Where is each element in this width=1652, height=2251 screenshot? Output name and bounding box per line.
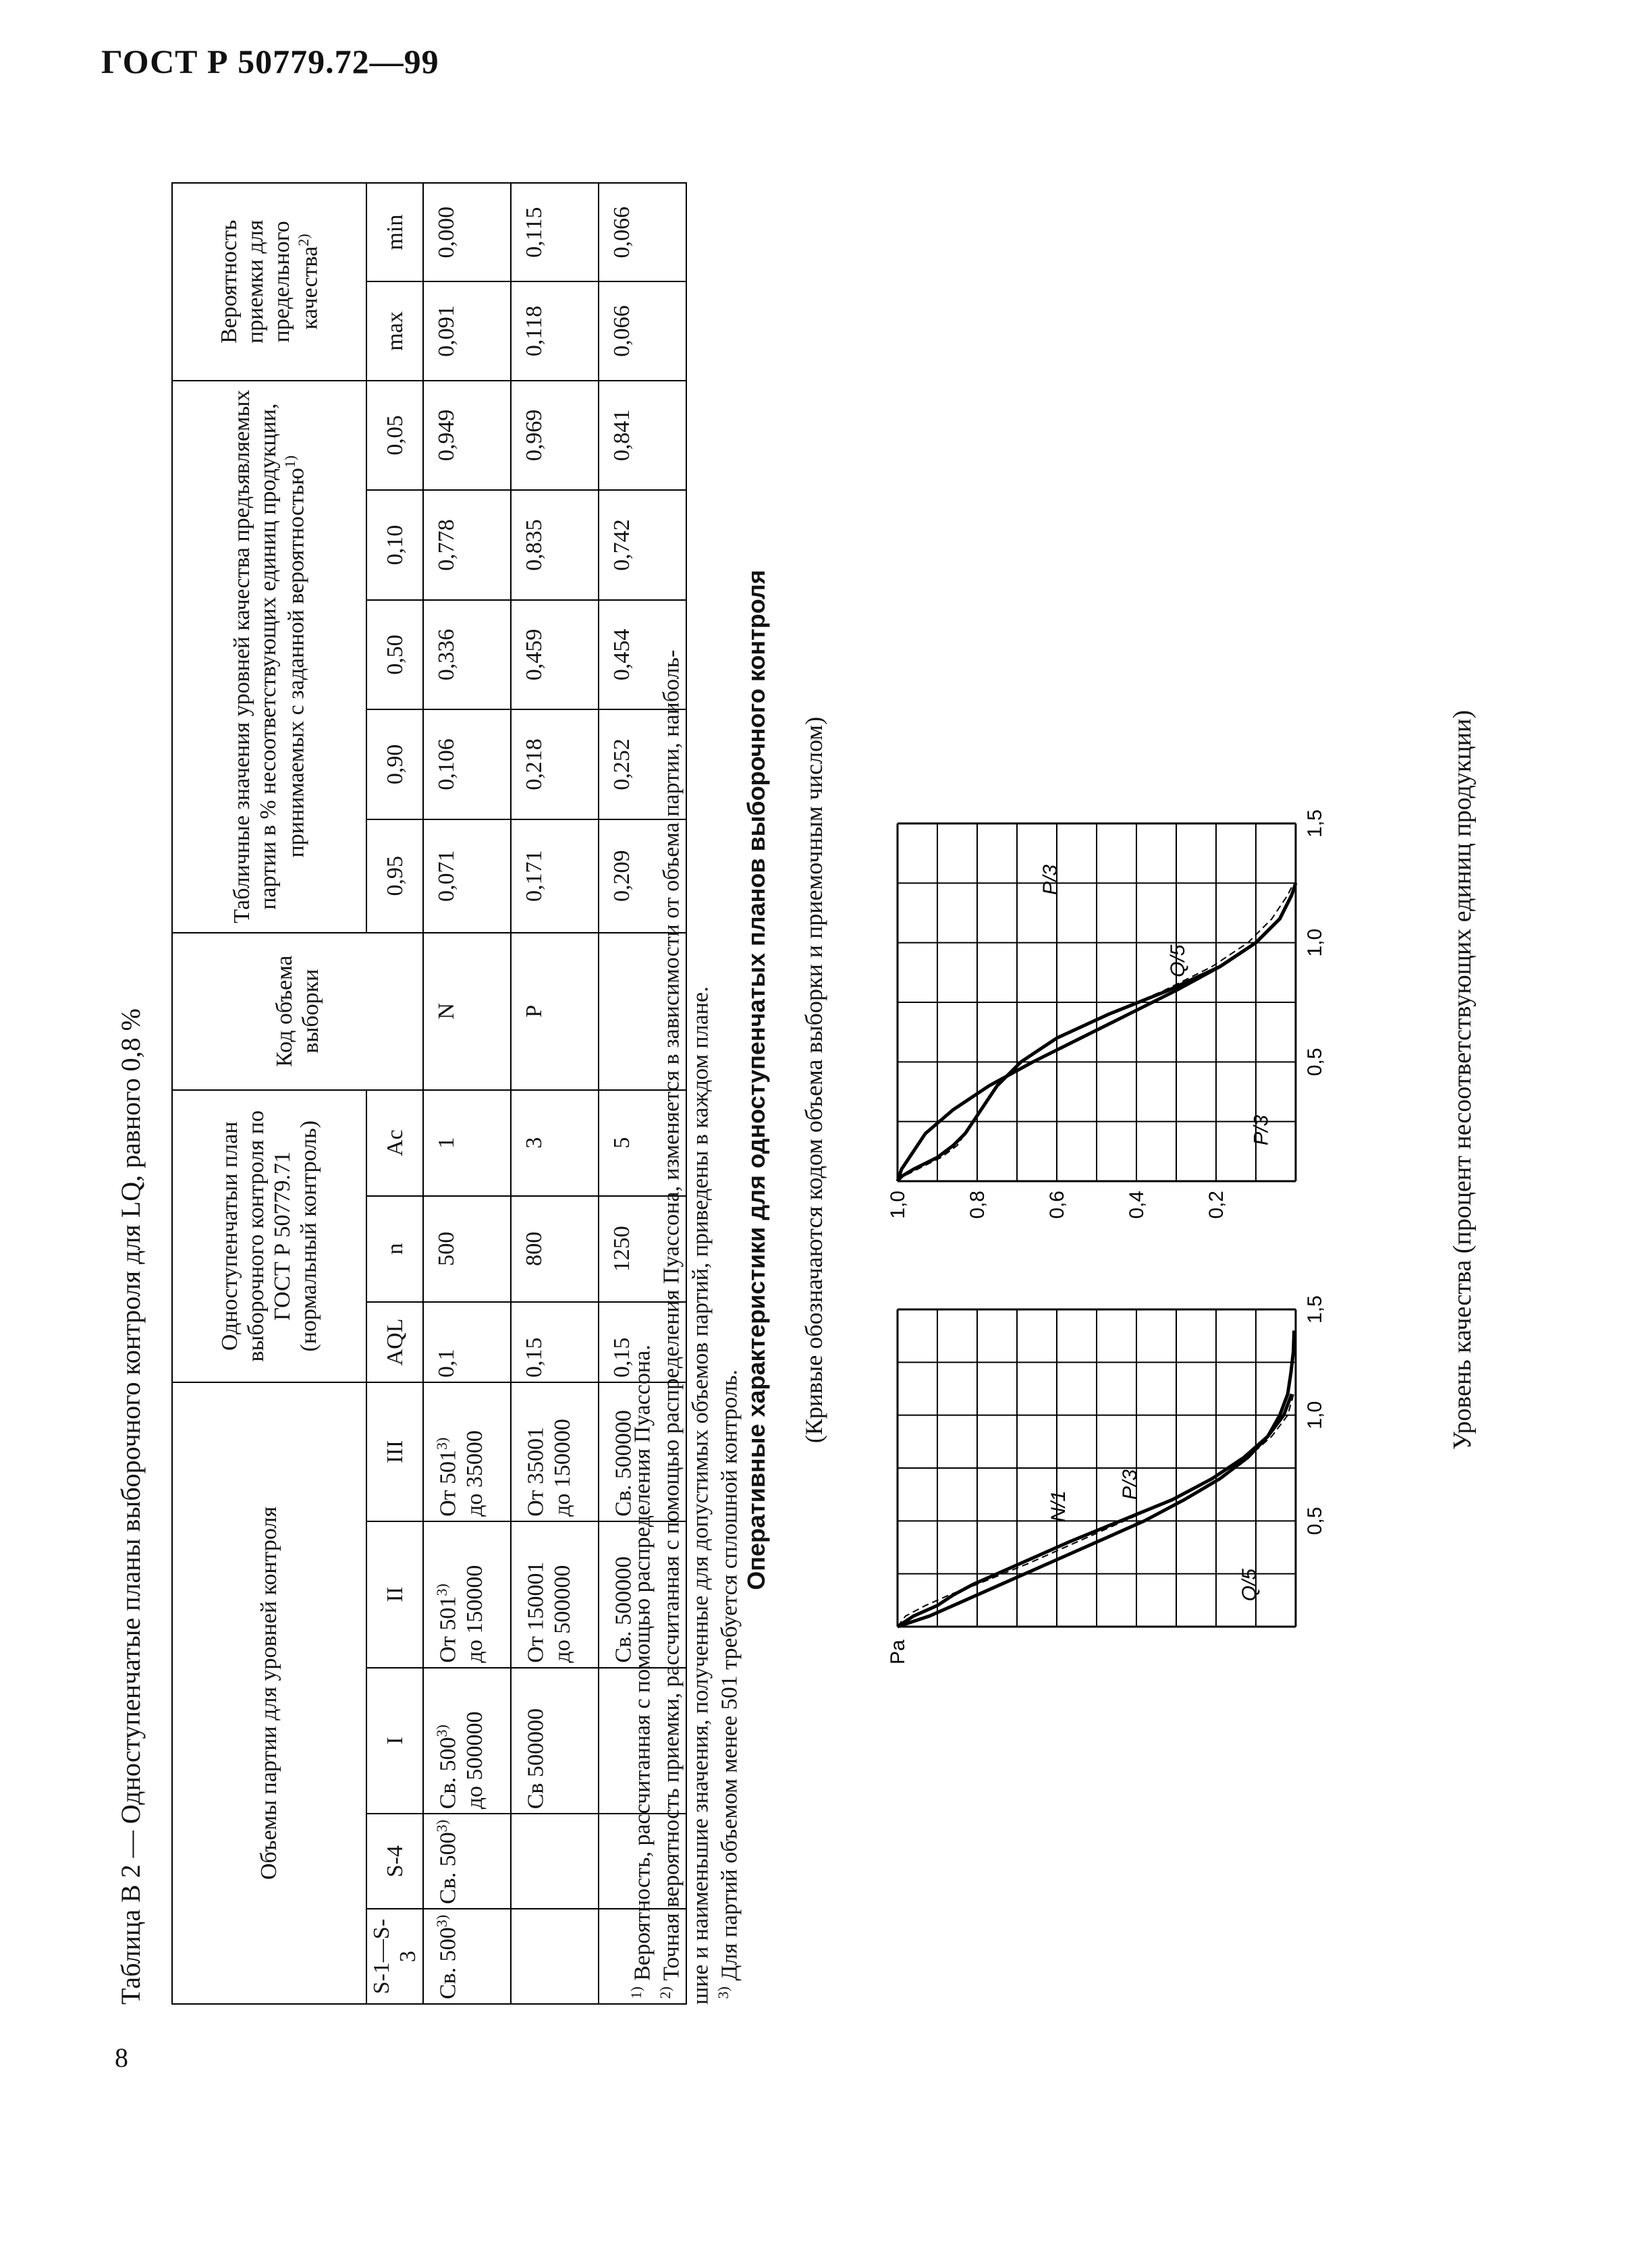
th-s4: S-4 (366, 1814, 423, 1909)
cell-q095: 0,209 (599, 819, 686, 933)
cell-max: 0,066 (599, 281, 686, 380)
cell-min: 0,000 (423, 183, 511, 281)
sampling-plans-table (171, 182, 687, 2005)
chart-subtitle: (Кривые обозначаются кодом объема выборки и приемочным числом) (800, 716, 827, 1444)
chart-title: Оперативные характеристики для одноступенчатых планов выборочного контроля (742, 570, 770, 1590)
cell-q005: 0,949 (423, 381, 511, 491)
th-acceptance-probability: Вероятность приемки для предельного качества$^{2)}$ (172, 183, 366, 381)
cell-level-ii: От 150001 до 500000 (511, 1521, 599, 1668)
series-label: P/3 (1250, 1114, 1273, 1145)
y-tick-label: 0,2 (1205, 1191, 1228, 1219)
cell-s1-s3: Св. 500$^{3)}$ (423, 1909, 511, 2004)
cell-level-iii: От 35001 до 150000 (511, 1382, 599, 1521)
th-ac: Ac (366, 1090, 423, 1196)
x-tick-label: 0,5 (1304, 1507, 1326, 1536)
cell-n: 800 (511, 1196, 599, 1302)
cell-code: N (423, 933, 511, 1090)
y-tick-label: 0,8 (966, 1191, 989, 1219)
series-label: Q/5 (1238, 1569, 1261, 1602)
cell-level-i: Св. 500$^{3)}$ до 500000 (423, 1668, 511, 1814)
cell-level-iii: Св. 500000 (599, 1382, 686, 1521)
cell-q005: 0,841 (599, 381, 686, 491)
x-tick-label: 0,5 (1304, 1048, 1326, 1077)
th-plan: Одноступенчатыи план выборочного контроля по ГОСТ Р 50779.71 (нормальный контроль) (172, 1090, 366, 1382)
y-tick-label: 0,4 (1126, 1191, 1148, 1219)
cell-q095: 0,171 (511, 819, 599, 933)
table-head-row-2 (366, 183, 423, 2004)
series-label: N/1 (1047, 1490, 1070, 1522)
series-label: Q/5 (1166, 944, 1189, 977)
cell-q090: 0,218 (511, 709, 599, 819)
cell-s4: Св. 500$^{3)}$ (423, 1814, 511, 1909)
table-footnotes (628, 169, 744, 2005)
cell-level-i: Св 500000 (511, 1668, 599, 1814)
series-label: P/3 (1119, 1469, 1141, 1500)
cell-q050: 0,454 (599, 600, 686, 710)
cell-n: 500 (423, 1196, 511, 1302)
x-tick-label: 1,0 (1304, 928, 1326, 957)
series-line (898, 1394, 1294, 1627)
y-axis-label: Pa (887, 1639, 909, 1664)
footnote: $^{1)}$ Вероятность, рассчитанная с помощью распределения Пуассона. (628, 1345, 655, 1999)
cell-q050: 0,336 (423, 600, 511, 710)
cell-q095: 0,071 (423, 819, 511, 933)
cell-max: 0,118 (511, 281, 599, 380)
cell-aql: 0,15 (511, 1302, 599, 1382)
th-p095: 0,95 (366, 819, 423, 933)
series-line (898, 895, 1292, 1181)
y-tick-label: 1,0 (887, 1191, 909, 1219)
th-min: min (366, 183, 423, 281)
table-head-row-1 (172, 183, 366, 2004)
footnote: шие и наименьшие значения, полученные для допустимых объемов партий, приведены в каждом плане. (688, 986, 713, 2005)
x-tick-label: 1,0 (1304, 1401, 1326, 1430)
footnote: $^{2)}$ Точная вероятность приемки, рассчитанная с помощью распределения Пуассона, изменяется в зависимости от объема партии, наиболь- (657, 649, 684, 1999)
th-code: Код объема выборки (172, 933, 423, 1090)
th-quality: Табличные значения уровней качества предъявляемых партии в % несоответствующих единиц продукции, принимаемых с заданной вероятностью$^{1)}$ (172, 381, 366, 933)
cell-s4 (511, 1814, 599, 1909)
oc-chart-left (857, 1282, 1410, 1674)
cell-q010: 0,742 (599, 490, 686, 600)
cell-max: 0,091 (423, 281, 511, 380)
document-header: ГОСТ Р 50779.72—99 (101, 43, 439, 80)
cell-q005: 0,969 (511, 381, 599, 491)
cell-ac: 3 (511, 1090, 599, 1196)
th-p005: 0,05 (366, 381, 423, 491)
cell-aql: 0,15 (599, 1302, 686, 1382)
th-s1-s3: S-1—S-3 (366, 1909, 423, 2004)
th-n: n (366, 1196, 423, 1302)
cell-min: 0,115 (511, 183, 599, 281)
th-aql: AQL (366, 1302, 423, 1382)
th-level-ii: II (366, 1521, 423, 1668)
cell-s1-s3 (511, 1909, 599, 2004)
th-level-i: I (366, 1668, 423, 1814)
x-tick-label: 1,5 (1304, 809, 1326, 838)
page-number: 8 (115, 2042, 128, 2073)
cell-level-iii: От 501$^{3)}$ до 35000 (423, 1382, 511, 1521)
th-p050: 0,50 (366, 600, 423, 710)
oc-chart-right (857, 803, 1410, 1222)
cell-n: 1250 (599, 1196, 686, 1302)
cell-level-ii: Св. 500000 (599, 1521, 686, 1668)
series-label: P/3 (1039, 864, 1062, 895)
series-line (898, 1330, 1294, 1627)
cell-q090: 0,106 (423, 709, 511, 819)
cell-code: P (511, 933, 599, 1090)
x-tick-label: 1,5 (1304, 1295, 1326, 1324)
x-axis-label: Уровень качества (процент несоответствующих единиц продукции) (1448, 710, 1477, 1450)
th-level-iii: III (366, 1382, 423, 1521)
cell-q090: 0,252 (599, 709, 686, 819)
cell-level-ii: От 501$^{3)}$ до 150000 (423, 1521, 511, 1668)
cell-q010: 0,835 (511, 490, 599, 600)
rotated-page-content (115, 135, 1498, 2025)
cell-q010: 0,778 (423, 490, 511, 600)
th-lot-sizes: Объемы партии для уровней контроля (172, 1382, 366, 2004)
th-p010: 0,10 (366, 490, 423, 600)
th-max: max (366, 281, 423, 380)
y-tick-label: 0,6 (1046, 1191, 1068, 1219)
table-row (423, 183, 511, 2004)
cell-ac: 5 (599, 1090, 686, 1196)
footnote: $^{3)}$ Для партий объемом менее 501 требуется сплошной контроль. (715, 1369, 742, 1999)
cell-ac: 1 (423, 1090, 511, 1196)
cell-q050: 0,459 (511, 600, 599, 710)
th-p090: 0,90 (366, 709, 423, 819)
table-caption: Таблица В 2 — Одноступенчатые планы выборочного контроля для LQ, равного 0,8 % (115, 1008, 146, 2005)
cell-aql: 0,1 (423, 1302, 511, 1382)
table-row (511, 183, 599, 2004)
cell-min: 0,066 (599, 183, 686, 281)
